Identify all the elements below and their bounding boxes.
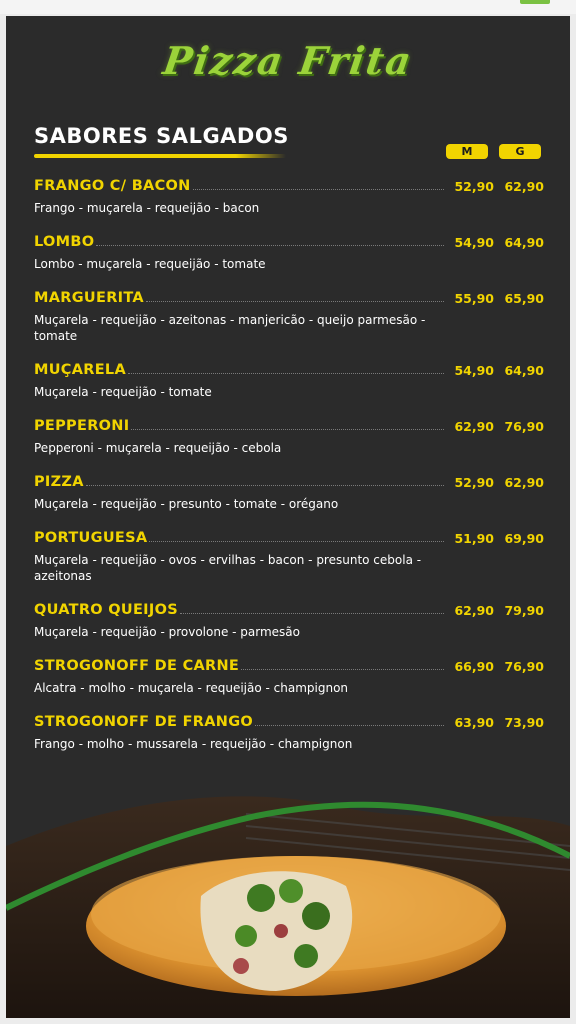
- item-name: PIZZA: [34, 474, 84, 490]
- item-name: QUATRO QUEIJOS: [34, 602, 178, 618]
- price-m: 62,90: [454, 603, 494, 618]
- price-g: 76,90: [504, 419, 544, 434]
- item-description: Muçarela - requeijão - presunto - tomate - orégano: [34, 497, 339, 511]
- menu-item: [34, 288, 544, 360]
- price-m: 52,90: [454, 475, 494, 490]
- item-description: Muçarela - requeijão - provolone - parmesão: [34, 625, 300, 639]
- menu-item: [34, 712, 544, 768]
- item-description: Muçarela - requeijão - ovos - ervilhas - bacon - presunto cebola - azeitonas: [34, 553, 422, 583]
- item-description: Pepperoni - muçarela - requeijão - cebola: [34, 441, 282, 455]
- dotted-leader: [255, 725, 444, 726]
- menu-item: [34, 232, 544, 288]
- item-description: Alcatra - molho - muçarela - requeijão - champignon: [34, 681, 349, 695]
- menu-item: [34, 600, 544, 656]
- dotted-leader: [146, 301, 444, 302]
- menu-item: [34, 360, 544, 416]
- price-g: 76,90: [504, 659, 544, 674]
- item-description: Muçarela - requeijão - tomate: [34, 385, 212, 399]
- item-name: STROGONOFF DE CARNE: [34, 658, 240, 674]
- price-m: 63,90: [454, 715, 494, 730]
- price-m: 54,90: [454, 235, 494, 250]
- price-g: 62,90: [504, 475, 544, 490]
- price-g: 65,90: [504, 291, 544, 306]
- item-description: Lombo - muçarela - requeijão - tomate: [34, 257, 266, 271]
- price-g: 62,90: [504, 179, 544, 194]
- price-m: 62,90: [454, 419, 494, 434]
- dotted-leader: [131, 429, 444, 430]
- dotted-leader: [180, 613, 444, 614]
- menu-item: [34, 528, 544, 600]
- dotted-leader: [96, 245, 444, 246]
- top-strip: [0, 0, 576, 14]
- item-description: Muçarela - requeijão - azeitonas - manjericão - queijo parmesão - tomate: [34, 313, 426, 343]
- menu-item: [34, 416, 544, 472]
- item-name: MARGUERITA: [34, 290, 144, 306]
- section-underline: [34, 154, 286, 158]
- top-strip-accent: [520, 0, 550, 4]
- size-header-m: M: [446, 144, 488, 159]
- menu-item: [34, 656, 544, 712]
- price-g: 64,90: [504, 363, 544, 378]
- dotted-leader: [193, 189, 444, 190]
- price-m: 66,90: [454, 659, 494, 674]
- menu-item: [34, 472, 544, 528]
- item-name: MUÇARELA: [34, 362, 126, 378]
- price-g: 69,90: [504, 531, 544, 546]
- dotted-leader: [241, 669, 444, 670]
- dotted-leader: [128, 373, 444, 374]
- size-header-g: G: [499, 144, 541, 159]
- menu-items-list: [34, 176, 544, 768]
- dotted-leader: [149, 541, 444, 542]
- section-title: SABORES SALGADOS: [34, 124, 289, 148]
- item-name: PEPPERONI: [34, 418, 130, 434]
- brand-logo: Pizza Frita: [160, 38, 416, 83]
- price-m: 54,90: [454, 363, 494, 378]
- item-name: FRANGO C/ BACON: [34, 178, 191, 194]
- price-g: 64,90: [504, 235, 544, 250]
- item-description: Frango - molho - mussarela - requeijão - champignon: [34, 737, 353, 751]
- price-g: 79,90: [504, 603, 544, 618]
- price-m: 51,90: [454, 531, 494, 546]
- dotted-leader: [86, 485, 444, 486]
- menu-item: [34, 176, 544, 232]
- item-name: PORTUGUESA: [34, 530, 148, 546]
- item-name: LOMBO: [34, 234, 95, 250]
- price-m: 52,90: [454, 179, 494, 194]
- price-g: 73,90: [504, 715, 544, 730]
- item-description: Frango - muçarela - requeijão - bacon: [34, 201, 260, 215]
- pizza-photo: [6, 786, 570, 1018]
- item-name: STROGONOFF DE FRANGO: [34, 714, 254, 730]
- menu-card: [6, 16, 570, 1018]
- price-m: 55,90: [454, 291, 494, 306]
